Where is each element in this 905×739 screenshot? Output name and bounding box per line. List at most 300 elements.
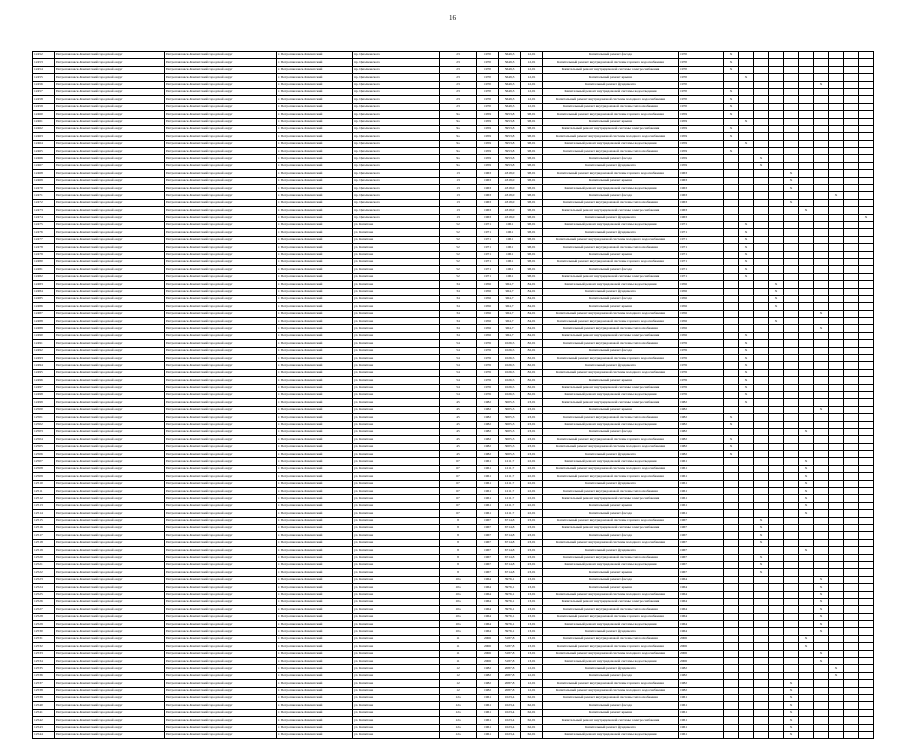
total-area: 5649,3 <box>499 59 521 66</box>
mark-cell <box>754 443 769 450</box>
record-number: 12490 <box>33 332 55 339</box>
mark-cell <box>769 539 784 546</box>
mark-cell <box>799 140 814 147</box>
mark-cell <box>769 406 784 413</box>
build-year: 1963 <box>477 170 499 177</box>
plan-year: 1964 <box>679 584 724 591</box>
mark-cell <box>724 266 739 273</box>
municipality-district: Петропавловск-Камчатский городской округ <box>165 125 277 132</box>
mark-cell <box>829 273 844 280</box>
wear-percent: 23,01 <box>521 547 543 554</box>
total-area: 1211,7 <box>499 510 521 517</box>
street: пр. Циолковского <box>353 140 440 147</box>
street: ул. Капитана <box>353 288 440 295</box>
house-number: 12 <box>440 672 477 679</box>
mark-cell <box>829 88 844 95</box>
mark-cell <box>724 155 739 162</box>
mark-cell <box>829 613 844 620</box>
mark-cell: X <box>724 66 739 73</box>
mark-cell <box>724 569 739 576</box>
mark-cell <box>754 488 769 495</box>
record-number: 12506 <box>33 451 55 458</box>
house-number: 13 <box>440 170 477 177</box>
settlement: г. Петропавловск-Камчатский <box>277 428 353 435</box>
plan-year: 2006 <box>679 635 724 642</box>
mark-cell <box>829 525 844 532</box>
table-row <box>33 251 874 258</box>
municipality-district: Петропавловск-Камчатский городской округ <box>165 458 277 465</box>
work-type: Капитальный ремонт внутридомовой системы электроснабжения <box>543 125 679 132</box>
settlement: г. Петропавловск-Камчатский <box>277 502 353 509</box>
mark-cell <box>829 576 844 583</box>
mark-cell <box>724 221 739 228</box>
municipality-district: Петропавловск-Камчатский городской округ <box>165 170 277 177</box>
mark-cell <box>829 258 844 265</box>
mark-cell <box>739 295 754 302</box>
mark-cell <box>799 192 814 199</box>
mark-cell <box>799 399 814 406</box>
settlement: г. Петропавловск-Камчатский <box>277 295 353 302</box>
mark-cell <box>859 251 874 258</box>
record-number: 12474 <box>33 214 55 221</box>
mark-cell <box>814 303 829 310</box>
work-type: Капитальный ремонт внутридомовой системы теплоснабжения <box>543 148 679 155</box>
mark-cell <box>724 74 739 81</box>
settlement: г. Петропавловск-Камчатский <box>277 133 353 140</box>
settlement: г. Петропавловск-Камчатский <box>277 621 353 628</box>
work-type: Капитальный ремонт внутридомовой системы горячего водоснабжения <box>543 680 679 687</box>
mark-cell <box>829 731 844 738</box>
mark-cell <box>844 724 859 731</box>
mark-cell: X <box>784 687 799 694</box>
table-row <box>33 458 874 465</box>
house-number: 34 <box>440 281 477 288</box>
settlement: г. Петропавловск-Камчатский <box>277 547 353 554</box>
mark-cell <box>724 170 739 177</box>
mark-cell <box>769 59 784 66</box>
record-number: 12519 <box>33 547 55 554</box>
street: пр. Циолковского <box>353 103 440 110</box>
mark-cell <box>754 473 769 480</box>
record-number: 12468 <box>33 170 55 177</box>
build-year: 1976 <box>477 369 499 376</box>
house-number: 8 <box>440 569 477 576</box>
mark-cell <box>844 547 859 554</box>
plan-year: 1964 <box>679 613 724 620</box>
mark-cell <box>784 266 799 273</box>
record-number: 12483 <box>33 281 55 288</box>
mark-cell <box>844 81 859 88</box>
mark-cell <box>784 458 799 465</box>
street: ул. Капитана <box>353 717 440 724</box>
record-number: 12511 <box>33 488 55 495</box>
municipality: Петропавловск-Камчатский городской округ <box>55 436 165 443</box>
street: ул. Капитана <box>353 591 440 598</box>
municipality-district: Петропавловск-Камчатский городской округ <box>165 517 277 524</box>
table-row <box>33 185 874 192</box>
mark-cell <box>724 502 739 509</box>
mark-cell <box>769 111 784 118</box>
mark-cell <box>784 473 799 480</box>
build-year: 1964 <box>477 598 499 605</box>
mark-cell <box>724 702 739 709</box>
mark-cell <box>844 428 859 435</box>
mark-cell: X <box>859 214 874 221</box>
table-row <box>33 170 874 177</box>
municipality-district: Петропавловск-Камчатский городской округ <box>165 709 277 716</box>
mark-cell <box>739 325 754 332</box>
street: ул. Капитана <box>353 687 440 694</box>
mark-cell <box>754 229 769 236</box>
mark-cell <box>769 502 784 509</box>
mark-cell <box>784 606 799 613</box>
plan-year: 1959 <box>679 148 724 155</box>
work-type: Капитальный ремонт внутридомовой системы водоотведения <box>543 140 679 147</box>
mark-cell <box>814 731 829 738</box>
total-area: 1026,5 <box>499 369 521 376</box>
mark-cell <box>724 162 739 169</box>
mark-cell <box>829 584 844 591</box>
build-year: 1971 <box>477 229 499 236</box>
municipality: Петропавловск-Камчатский городской округ <box>55 288 165 295</box>
mark-cell <box>799 369 814 376</box>
work-type: Капитальный ремонт внутридомовой системы холодного водоснабжения <box>543 96 679 103</box>
table-row <box>33 443 874 450</box>
mark-cell: X <box>814 650 829 657</box>
municipality: Петропавловск-Камчатский городской округ <box>55 281 165 288</box>
record-number: 12538 <box>33 687 55 694</box>
total-area: 2087,8 <box>499 672 521 679</box>
wear-percent: 82,01 <box>521 362 543 369</box>
total-area: 3976,1 <box>499 584 521 591</box>
total-area: 1211,7 <box>499 465 521 472</box>
mark-cell <box>829 694 844 701</box>
mark-cell <box>799 702 814 709</box>
municipality: Петропавловск-Камчатский городской округ <box>55 221 165 228</box>
record-number: 12486 <box>33 303 55 310</box>
mark-cell <box>844 650 859 657</box>
mark-cell: X <box>814 598 829 605</box>
mark-cell <box>814 680 829 687</box>
mark-cell <box>739 162 754 169</box>
wear-percent: 62,01 <box>521 724 543 731</box>
street: ул. Капитана <box>353 362 440 369</box>
mark-cell <box>769 658 784 665</box>
wear-percent: 84,01 <box>521 325 543 332</box>
mark-cell <box>799 148 814 155</box>
mark-cell <box>814 687 829 694</box>
work-type: Капитальный ремонт фундамента <box>543 229 679 236</box>
work-type: Капитальный ремонт крыши <box>543 251 679 258</box>
mark-cell <box>724 643 739 650</box>
mark-cell <box>769 103 784 110</box>
house-number: 12а <box>440 731 477 738</box>
mark-cell <box>859 325 874 332</box>
mark-cell <box>769 510 784 517</box>
record-number: 12544 <box>33 731 55 738</box>
mark-cell <box>814 547 829 554</box>
build-year: 1963 <box>477 199 499 206</box>
record-number: 12528 <box>33 613 55 620</box>
work-type: Капитальный ремонт внутридомовой системы водоотведения <box>543 185 679 192</box>
municipality-district: Петропавловск-Камчатский городской округ <box>165 177 277 184</box>
mark-cell <box>829 591 844 598</box>
plan-year: 1956 <box>679 303 724 310</box>
settlement: г. Петропавловск-Камчатский <box>277 480 353 487</box>
mark-cell <box>784 547 799 554</box>
mark-cell <box>739 177 754 184</box>
street: ул. Капитана <box>353 340 440 347</box>
table-row <box>33 355 874 362</box>
settlement: г. Петропавловск-Камчатский <box>277 628 353 635</box>
mark-cell <box>739 207 754 214</box>
mark-cell <box>769 517 784 524</box>
municipality: Петропавловск-Камчатский городской округ <box>55 731 165 738</box>
mark-cell <box>844 66 859 73</box>
mark-cell <box>784 332 799 339</box>
record-number: 12526 <box>33 598 55 605</box>
mark-cell <box>739 731 754 738</box>
settlement: г. Петропавловск-Камчатский <box>277 717 353 724</box>
table-row <box>33 340 874 347</box>
street: ул. Капитана <box>353 694 440 701</box>
street: ул. Капитана <box>353 724 440 731</box>
build-year: 1967 <box>477 525 499 532</box>
table-row <box>33 672 874 679</box>
mark-cell <box>784 421 799 428</box>
house-number: 9а <box>440 140 477 147</box>
municipality-district: Петропавловск-Камчатский городской округ <box>165 199 277 206</box>
mark-cell <box>859 554 874 561</box>
mark-cell: X <box>754 561 769 568</box>
mark-cell <box>784 502 799 509</box>
wear-percent: 62,01 <box>521 731 543 738</box>
plan-year: 1963 <box>679 177 724 184</box>
record-number: 12459 <box>33 103 55 110</box>
mark-cell <box>739 318 754 325</box>
wear-percent: 98,01 <box>521 214 543 221</box>
mark-cell <box>739 473 754 480</box>
municipality-district: Петропавловск-Камчатский городской округ <box>165 148 277 155</box>
mark-cell: X <box>784 709 799 716</box>
mark-cell <box>754 185 769 192</box>
build-year: 1956 <box>477 295 499 302</box>
work-type: Капитальный ремонт внутридомовой системы водоотведения <box>543 421 679 428</box>
plan-year: 1971 <box>679 273 724 280</box>
mark-cell <box>859 148 874 155</box>
mark-cell: X <box>814 584 829 591</box>
mark-cell <box>754 52 769 59</box>
plan-year: 1967 <box>679 547 724 554</box>
mark-cell <box>799 81 814 88</box>
table-row <box>33 576 874 583</box>
wear-percent: 22,01 <box>521 473 543 480</box>
house-number: 34 <box>440 303 477 310</box>
mark-cell <box>724 303 739 310</box>
street: ул. Капитана <box>353 658 440 665</box>
table-row <box>33 532 874 539</box>
build-year: 1961 <box>477 488 499 495</box>
mark-cell <box>859 517 874 524</box>
municipality: Петропавловск-Камчатский городской округ <box>55 414 165 421</box>
house-number: 11 <box>440 650 477 657</box>
mark-cell <box>769 613 784 620</box>
mark-cell <box>724 325 739 332</box>
mark-cell <box>754 192 769 199</box>
mark-cell <box>844 635 859 642</box>
street: пр. Циолковского <box>353 81 440 88</box>
mark-cell: X <box>799 480 814 487</box>
municipality-district: Петропавловск-Камчатский городской округ <box>165 369 277 376</box>
municipality-district: Петропавловск-Камчатский городской округ <box>165 340 277 347</box>
mark-cell: X <box>724 111 739 118</box>
mark-cell <box>859 709 874 716</box>
municipality-district: Петропавловск-Камчатский городской округ <box>165 613 277 620</box>
mark-cell <box>784 303 799 310</box>
municipality: Петропавловск-Камчатский городской округ <box>55 658 165 665</box>
record-number: 12522 <box>33 569 55 576</box>
mark-cell <box>724 347 739 354</box>
mark-cell <box>829 635 844 642</box>
mark-cell <box>799 584 814 591</box>
total-area: 4318,0 <box>499 207 521 214</box>
mark-cell <box>754 355 769 362</box>
mark-cell <box>784 251 799 258</box>
work-type: Капитальный ремонт внутридомовой системы теплоснабжения <box>543 635 679 642</box>
record-number: 12520 <box>33 554 55 561</box>
mark-cell <box>844 377 859 384</box>
plan-year: 1961 <box>679 465 724 472</box>
street: пр. Циолковского <box>353 214 440 221</box>
settlement: г. Петропавловск-Камчатский <box>277 539 353 546</box>
mark-cell <box>799 310 814 317</box>
mark-cell <box>829 569 844 576</box>
municipality: Петропавловск-Камчатский городской округ <box>55 177 165 184</box>
mark-cell <box>844 458 859 465</box>
mark-cell: X <box>799 495 814 502</box>
mark-cell <box>799 606 814 613</box>
wear-percent: 62,01 <box>521 717 543 724</box>
municipality-district: Петропавловск-Камчатский городской округ <box>165 103 277 110</box>
mark-cell <box>724 251 739 258</box>
street: ул. Капитана <box>353 236 440 243</box>
record-number: 12537 <box>33 680 55 687</box>
wear-percent: 82,01 <box>521 384 543 391</box>
settlement: г. Петропавловск-Камчатский <box>277 118 353 125</box>
house-number: 54 <box>440 369 477 376</box>
record-number: 12489 <box>33 325 55 332</box>
mark-cell <box>784 525 799 532</box>
municipality: Петропавловск-Камчатский городской округ <box>55 665 165 672</box>
mark-cell <box>739 88 754 95</box>
build-year: 1976 <box>477 384 499 391</box>
total-area: 1211,7 <box>499 458 521 465</box>
mark-cell <box>739 569 754 576</box>
mark-cell <box>859 362 874 369</box>
mark-cell <box>844 672 859 679</box>
mark-cell <box>799 406 814 413</box>
mark-cell <box>814 251 829 258</box>
record-number: 12456 <box>33 81 55 88</box>
mark-cell <box>844 96 859 103</box>
record-number: 12541 <box>33 709 55 716</box>
mark-cell <box>754 731 769 738</box>
mark-cell <box>814 525 829 532</box>
mark-cell <box>859 584 874 591</box>
wear-percent: 12,01 <box>521 52 543 59</box>
mark-cell <box>844 561 859 568</box>
total-area: 964,7 <box>499 303 521 310</box>
municipality: Петропавловск-Камчатский городской округ <box>55 244 165 251</box>
municipality: Петропавловск-Камчатский городской округ <box>55 236 165 243</box>
record-number: 12539 <box>33 694 55 701</box>
mark-cell <box>844 525 859 532</box>
mark-cell <box>769 162 784 169</box>
settlement: г. Петропавловск-Камчатский <box>277 369 353 376</box>
mark-cell <box>784 310 799 317</box>
table-row <box>33 52 874 59</box>
mark-cell <box>724 591 739 598</box>
mark-cell <box>799 687 814 694</box>
build-year: 1959 <box>477 118 499 125</box>
municipality-district: Петропавловск-Камчатский городской округ <box>165 510 277 517</box>
record-number: 12461 <box>33 118 55 125</box>
total-area: 3976,1 <box>499 613 521 620</box>
mark-cell <box>829 539 844 546</box>
house-number: 52 <box>440 273 477 280</box>
mark-cell <box>814 170 829 177</box>
mark-cell <box>829 207 844 214</box>
mark-cell <box>739 502 754 509</box>
build-year: 1959 <box>477 155 499 162</box>
table-row <box>33 709 874 716</box>
plan-year: 1976 <box>679 347 724 354</box>
mark-cell <box>829 170 844 177</box>
mark-cell <box>784 347 799 354</box>
total-area: 6714,8 <box>499 532 521 539</box>
mark-cell <box>829 162 844 169</box>
mark-cell <box>784 532 799 539</box>
mark-cell <box>769 717 784 724</box>
mark-cell: X <box>739 258 754 265</box>
mark-cell <box>739 598 754 605</box>
table-row <box>33 591 874 598</box>
total-area: 1061 <box>499 244 521 251</box>
settlement: г. Петропавловск-Камчатский <box>277 148 353 155</box>
mark-cell <box>829 650 844 657</box>
work-type: Капитальный ремонт фасада <box>543 672 679 679</box>
mark-cell: X <box>814 591 829 598</box>
wear-percent: 23,01 <box>521 569 543 576</box>
total-area: 3005,3 <box>499 436 521 443</box>
table-row <box>33 377 874 384</box>
mark-cell <box>859 118 874 125</box>
house-number: 12а <box>440 724 477 731</box>
plan-year: 1961 <box>679 731 724 738</box>
mark-cell: X <box>724 88 739 95</box>
mark-cell <box>724 554 739 561</box>
mark-cell: X <box>739 332 754 339</box>
mark-cell <box>829 148 844 155</box>
mark-cell <box>769 428 784 435</box>
street: пр. Циолковского <box>353 59 440 66</box>
work-type: Капитальный ремонт внутридомовой системы электроснабжения <box>543 332 679 339</box>
mark-cell <box>754 318 769 325</box>
mark-cell <box>799 384 814 391</box>
mark-cell <box>859 480 874 487</box>
municipality-district: Петропавловск-Камчатский городской округ <box>165 414 277 421</box>
record-number: 12531 <box>33 635 55 642</box>
